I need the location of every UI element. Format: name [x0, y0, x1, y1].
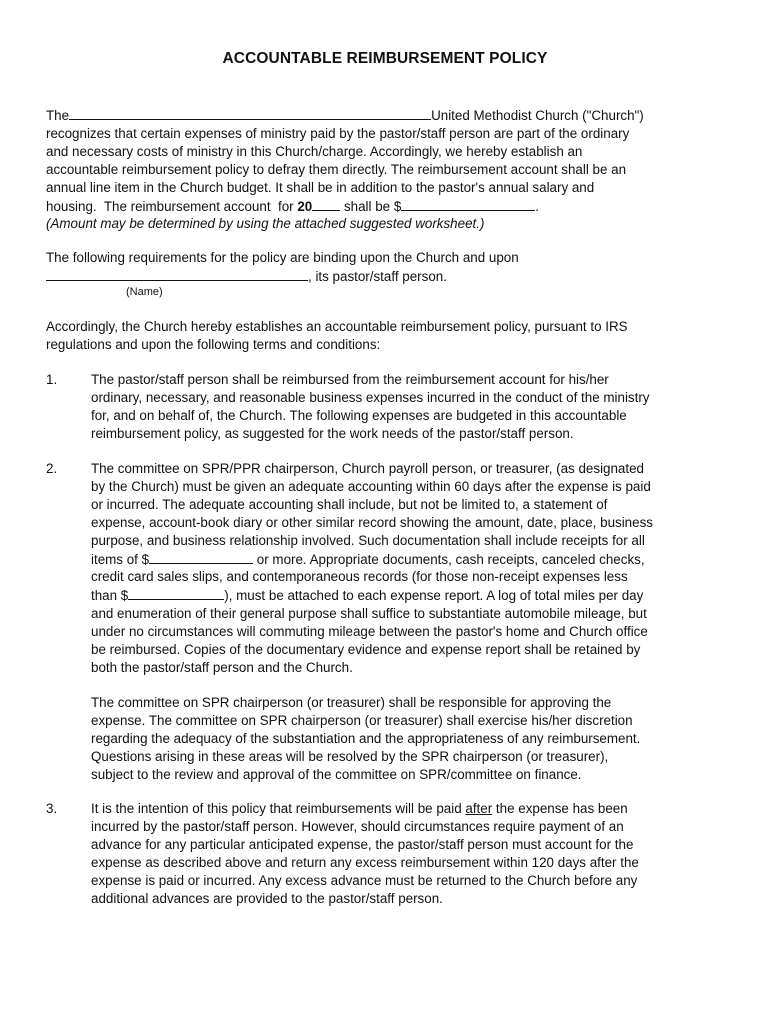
requirements-paragraph	[46, 249, 730, 286]
item-text	[91, 371, 741, 443]
item-2-line: purpose, and business relationship involved. Such documentation shall include receipts for all	[91, 532, 645, 548]
intention-text: It is the intention of this policy that reimbursements will be paid	[91, 801, 466, 816]
item-number: 2.	[46, 461, 58, 476]
accordingly-line-1: Accordingly, the Church hereby establishes an accountable reimbursement policy, pursuant to IRS	[46, 319, 628, 334]
appropriate-docs-text: or more. Appropriate documents, cash receipts, canceled checks,	[253, 551, 645, 567]
intro-line-1	[46, 106, 730, 125]
item-2-line: expense, account-book diary or other similar record showing the amount, date, place, business	[91, 514, 653, 530]
intro-line-4: accountable reimbursement policy to defray them directly. The reimbursement account shall be an	[46, 161, 627, 177]
items-of-text: items of $	[91, 551, 150, 567]
item-1-line: reimbursement policy, as suggested for the work needs of the pastor/staff person.	[91, 425, 574, 441]
requirements-line-1: The following requirements for the policy are binding upon the Church and upon	[46, 250, 519, 265]
item-text	[91, 800, 741, 907]
intro-line-2: recognizes that certain expenses of ministry paid by the pastor/staff person are part of the ordinary	[46, 125, 630, 141]
item-2-line: credit card sales slips, and contemporaneous records (for those non-receipt expenses less	[91, 569, 628, 585]
list-item-3	[46, 800, 730, 907]
expense-incurred-text: the expense has been	[492, 801, 628, 816]
item-2-line: both the pastor/staff person and the Church.	[91, 659, 353, 675]
item-2-para2-line: regarding the adequacy of the substantiation and the appropriateness of any reimbursement.	[91, 730, 641, 746]
item-3-line: incurred by the pastor/staff person. However, should circumstances require payment of an	[91, 818, 624, 834]
item-2-line: be reimbursed. Copies of the documentary evidence and expense report shall be retained by	[91, 642, 641, 658]
church-name-blank[interactable]	[69, 106, 431, 120]
item-2-line: under no circumstances will commuting mileage between the pastor's home and Church office	[91, 624, 648, 640]
item-2-line: The committee on SPR/PPR chairperson, Church payroll person, or treasurer, (as designated	[91, 461, 644, 476]
item-2-line: or incurred. The adequate accounting shall include, but not be limited to, a statement of	[91, 496, 608, 512]
paragraph-gap	[91, 677, 741, 694]
item-2-line	[91, 586, 741, 605]
item-number: 1.	[46, 372, 58, 387]
item-3-line: advance for any particular anticipated expense, the pastor/staff person must account for the	[91, 836, 634, 852]
non-receipt-threshold-blank[interactable]	[128, 586, 224, 600]
list-item-1	[46, 371, 730, 443]
receipt-threshold-blank[interactable]	[149, 550, 253, 564]
intro-umc: United Methodist Church ("Church")	[431, 108, 644, 123]
requirements-line-2-text: , its pastor/staff person.	[308, 268, 447, 284]
intro-the: The	[46, 108, 70, 123]
item-3-line: expense is paid or incurred. Any excess advance must be returned to the Church before any	[91, 872, 638, 888]
item-3-line: expense as described above and return any excess reimbursement within 120 days after the	[91, 854, 639, 870]
name-label: (Name)	[126, 286, 163, 298]
item-text	[91, 460, 741, 783]
amount-blank[interactable]	[401, 197, 535, 211]
item-1-line: ordinary, necessary, and reasonable business expenses incurred in the conduct of the ministry	[91, 389, 650, 405]
item-1-line: for, and on behalf of, the Church. The following expenses are budgeted in this accountable	[91, 407, 627, 423]
than-text: than $	[91, 588, 129, 604]
requirements-line-2	[46, 267, 730, 286]
item-1-line: The pastor/staff person shall be reimbursed from the reimbursement account for his/her	[91, 372, 609, 387]
item-3-line: additional advances are provided to the pastor/staff person.	[91, 890, 443, 906]
intro-line-6a: housing. The reimbursement account for	[46, 198, 298, 214]
page-title: ACCOUNTABLE REIMBURSEMENT POLICY	[222, 50, 548, 67]
intro-line-6	[46, 197, 730, 216]
item-3-line	[91, 800, 741, 818]
item-2-para2-line: expense. The committee on SPR chairperson (or treasurer) shall exercise his/her discretion	[91, 712, 633, 728]
year-blank[interactable]	[312, 197, 340, 211]
item-2-para2-line: The committee on SPR chairperson (or treasurer) shall be responsible for approving the	[91, 694, 612, 710]
after-emphasis: after	[465, 801, 493, 816]
item-2-line: by the Church) must be given an adequate accounting within 60 days after the expense is paid	[91, 478, 651, 494]
worksheet-note: (Amount may be determined by using the attached suggested worksheet.)	[46, 216, 485, 232]
intro-period: .	[535, 198, 540, 214]
item-2-para2-line: subject to the review and approval of the committee on SPR/committee on finance.	[91, 766, 582, 782]
accordingly-line-2: regulations and upon the following terms and conditions:	[46, 336, 381, 352]
intro-line-3: and necessary costs of ministry in this Church/charge. Accordingly, we hereby establish an	[46, 143, 583, 159]
intro-line-6b: shall be $	[340, 198, 402, 214]
attached-text: ), must be attached to each expense report. A log of total miles per day	[224, 588, 644, 604]
item-2-line: and enumeration of their general purpose shall suffice to substantiate automobile mileage, but	[91, 606, 647, 622]
accordingly-paragraph	[46, 318, 730, 354]
item-2-para2-line: Questions arising in these areas will be resolved by the SPR chairperson (or treasurer),	[91, 748, 609, 764]
year-prefix: 20	[297, 198, 313, 214]
intro-paragraph	[46, 106, 730, 233]
pastor-name-blank[interactable]	[46, 267, 308, 281]
list-item-2	[46, 460, 730, 783]
intro-line-5: annual line item in the Church budget. It shall be in addition to the pastor's annual salary and	[46, 179, 595, 195]
item-number: 3.	[46, 801, 58, 816]
item-2-line	[91, 550, 741, 569]
